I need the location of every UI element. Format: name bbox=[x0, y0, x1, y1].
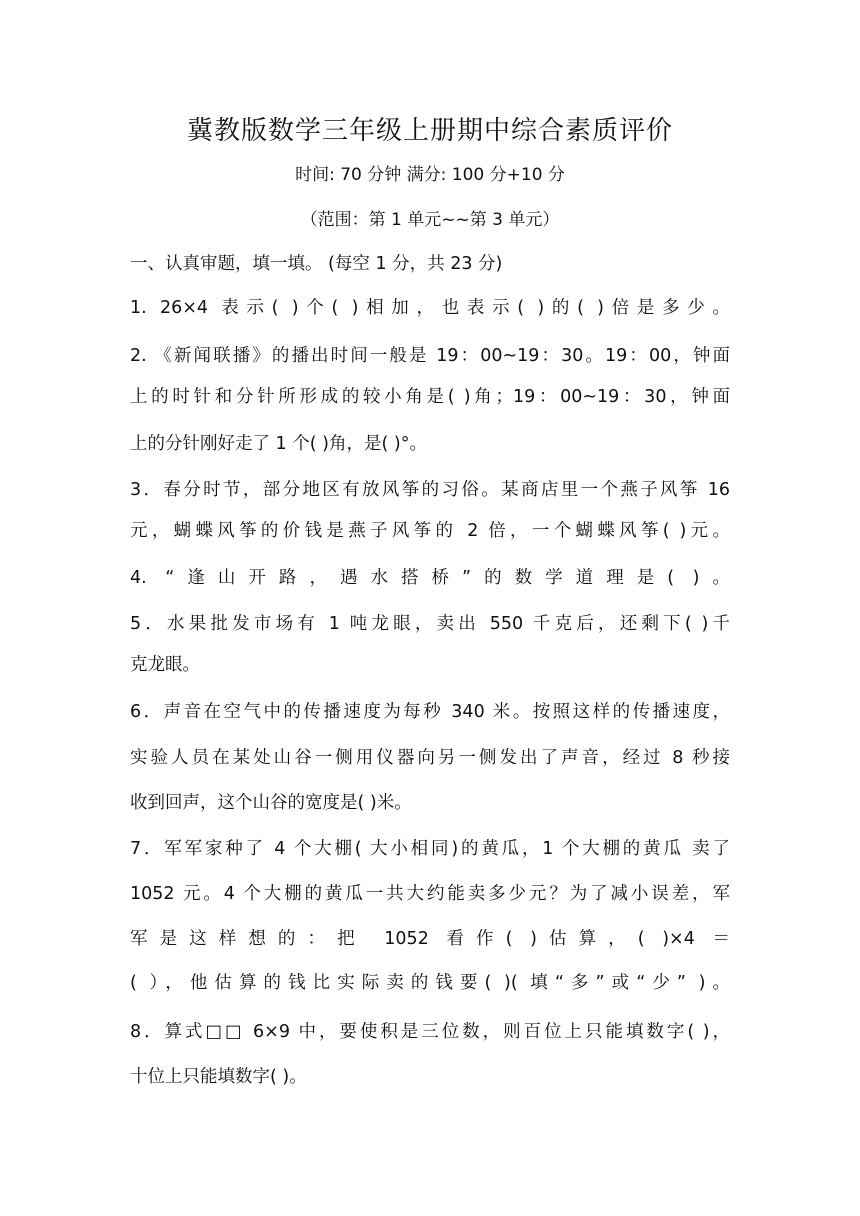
time-info: 时间: 70 分钟 满分: 100 分+10 分 bbox=[295, 165, 565, 185]
question-line-13: 7．军军家种了 4 个大棚( 大小相同)的黄瓜，1 个大棚的黄瓜 卖了 bbox=[130, 839, 730, 859]
question-line-16: ( ），他估算的钱比实际卖的钱要( )( 填“多”或“少” )。 bbox=[130, 973, 730, 993]
scope-note: （范围：第 1 单元~~第 3 单元） bbox=[300, 210, 560, 230]
question-line-6: 元，蝴蝶风筝的价钱是燕子风筝的 2 倍，一个蝴蝶风筝( )元。 bbox=[130, 521, 730, 541]
question-line-5: 3．春分时节，部分地区有放风筝的习俗。某商店里一个燕子风筝 16 bbox=[130, 480, 730, 500]
question-line-2: 2. 《新闻联播》的播出时间一般是 19：00~19：30。19：00，钟面 bbox=[130, 346, 730, 366]
question-line-4: 上的分针刚好走了 1 个( )角，是( )°。 bbox=[130, 434, 427, 454]
question-line-8: 5．水果批发市场有 1 吨龙眼，卖出 550 千克后，还剩下( )千 bbox=[130, 614, 730, 634]
question-line-14: 1052 元。4 个大棚的黄瓜一共大约能卖多少元？为了减小误差，军 bbox=[130, 884, 730, 904]
question-line-3: 上的时针和分针所形成的较小角是( )角；19：00~19：30，钟面 bbox=[130, 387, 730, 407]
question-line-15: 军是这样想的：把 1052 看作( )估算，( )×4 ＝ bbox=[130, 929, 730, 949]
section-heading: 一、认真审题，填一填。 (每空 1 分，共 23 分) bbox=[130, 254, 503, 274]
page-title: 冀教版数学三年级上册期中综合素质评价 bbox=[186, 116, 673, 146]
question-line-12: 收到回声，这个山谷的宽度是( )米。 bbox=[130, 793, 412, 813]
question-line-18: 十位上只能填数字( )。 bbox=[130, 1067, 307, 1087]
question-line-7: 4. “逢山开路，遇水搭桥”的数学道理是( )。 bbox=[130, 568, 730, 588]
question-line-1: 1. 26×4 表示( )个( )相加，也表示( )的( )倍是多少。 bbox=[130, 298, 730, 318]
question-line-9: 克龙眼。 bbox=[130, 655, 200, 675]
question-line-17: 8．算式□□ 6×9 中，要使积是三位数，则百位上只能填数字( )， bbox=[130, 1022, 730, 1042]
question-line-10: 6．声音在空气中的传播速度为每秒 340 米。按照这样的传播速度， bbox=[130, 702, 730, 722]
question-line-11: 实验人员在某处山谷一侧用仪器向另一侧发出了声音，经过 8 秒接 bbox=[130, 748, 730, 768]
